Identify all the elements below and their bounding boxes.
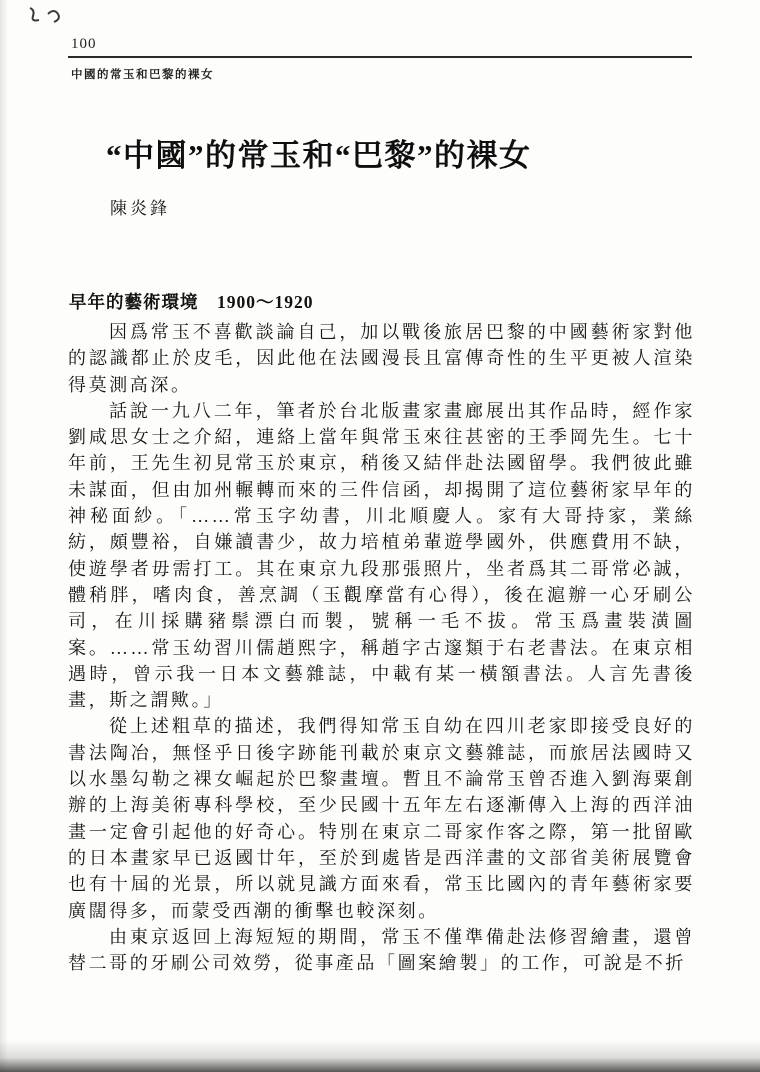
paragraph-3: 從上述粗草的描述，我們得知常玉自幼在四川老家即接受良好的書法陶冶，無怪乎日後字跡能刊載於東京文藝雜誌，而旅居法國時又以水墨勾勒之裸女崛起於巴黎畫壇。暫且不論常玉曾否進入劉海粟創辦的上海美術專科學校，至少民國十五年左右逐漸傳入上海的西洋油畫一定會引起他的好奇心。特別在東京二哥家作客之際，第一批留歐的日本畫家早已返國廿年，至於到處皆是西洋畫的文部省美術展覽會也有十屆的光景，所以就見識方面來看，常玉比國內的青年藝術家要廣闊得多，而蒙受西潮的衝擊也較深刻。	[68, 716, 695, 921]
section-heading: 早年的藝術環境 1900～1920	[69, 292, 314, 312]
scan-left-edge-shadow	[0, 0, 8, 1072]
paragraph-4: 由東京返回上海短短的期間，常玉不僅準備赴法修習繪畫，還曾替二哥的牙刷公司效勞，從事產品「圖案繪製」的工作，可說是不折	[68, 926, 695, 974]
article-title: “中國”的常玉和“巴黎”的裸女	[106, 138, 532, 173]
paragraph-2: 話說一九八二年，筆者於台北版畫家畫廊展出其作品時，經作家劉咸思女士之介紹，連絡上當年與常玉來往甚密的王季岡先生。七十年前，王先生初見常玉於東京，稍後又結伴赴法國留學。我們彼此雖未謀面，但由加州輾轉而來的三件信函，却揭開了這位藝術家早年的神秘面紗。「……常玉字幼書，川北順慶人。家有大哥持家，業絲紡，頗豐裕，自嫌讀書少，故力培植弟輩遊學國外，供應費用不缺，使遊學者毋需打工。其在東京九段那張照片，坐者爲其二哥常必誠，體稍胖，嗜肉食，善烹調（玉觀摩當有心得），後在滬辦一心牙刷公司，在川採購豬鬃漂白而製，號稱一毛不拔。常玉爲畫裝潢圖案。……常玉幼習川儒趙熙字，稱趙字古邃類于右老書法。在東京相遇時，曾示我一日本文藝雜誌，中載有某一橫額書法。人言先書後畫，斯之謂歟。」	[68, 400, 695, 711]
article-body	[68, 319, 695, 976]
running-header: 中國的常玉和巴黎的裸女	[71, 69, 214, 81]
scan-bottom-edge-shadow	[0, 1040, 760, 1072]
header-rule	[68, 56, 692, 58]
author-name: 陳炎鋒	[110, 199, 170, 218]
page-number: 100	[71, 36, 97, 52]
handwriting-mark	[24, 2, 70, 32]
paragraph-1: 因爲常玉不喜歡談論自己，加以戰後旅居巴黎的中國藝術家對他的認識都止於皮毛，因此他在法國漫長且富傳奇性的生平更被人渲染得莫測高深。	[68, 322, 695, 395]
